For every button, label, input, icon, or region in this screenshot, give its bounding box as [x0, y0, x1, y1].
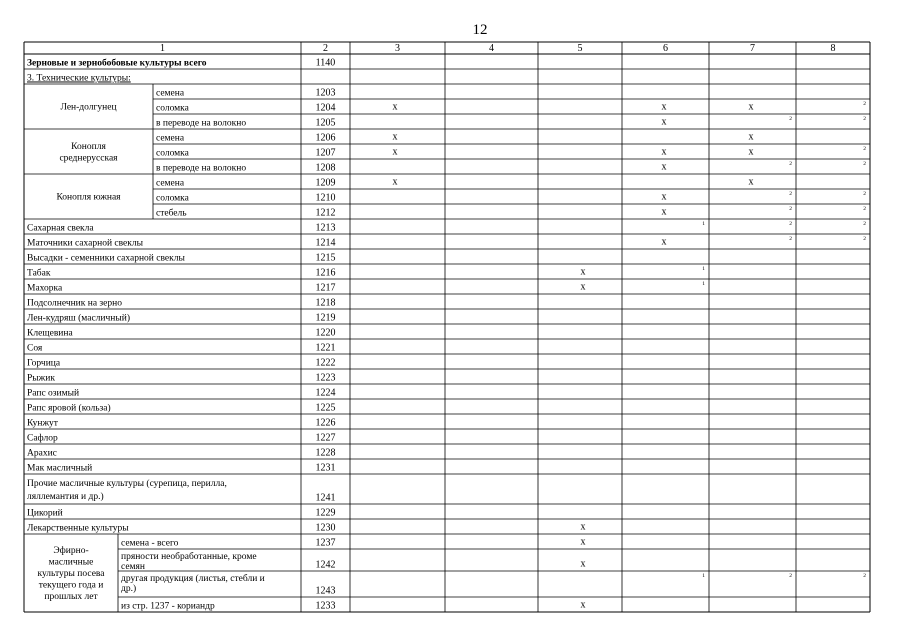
cell-superscript: 2 [789, 221, 792, 227]
cell-mark: x [748, 131, 754, 143]
cell-mark: x [748, 101, 754, 113]
group-label: текущего года и [38, 580, 104, 591]
row-label: Лен-кудряш (масличный) [27, 313, 130, 324]
row-code: 1208 [315, 162, 336, 174]
cell-mark: x [392, 176, 398, 188]
row-label: Махорка [27, 283, 63, 294]
row-code: 1216 [315, 267, 336, 279]
sub-label: семена - всего [121, 538, 179, 549]
sub-label: соломка [156, 193, 189, 204]
row-code: 1243 [315, 585, 336, 597]
header-cell-1: 1 [160, 43, 165, 54]
cell-superscript: 2 [789, 161, 792, 167]
row-code: 1226 [315, 417, 336, 429]
row-label: 3. Технические культуры: [27, 73, 131, 84]
row-label: Мак масличный [27, 463, 93, 474]
cell-mark: x [580, 536, 586, 548]
row-label: Лекарственные культуры [27, 523, 129, 534]
header-cell-5: 5 [577, 43, 583, 54]
row-code: 1237 [315, 537, 336, 549]
sub-label: в переводе на волокно [156, 163, 247, 174]
row-label: Цикорий [27, 508, 63, 519]
group-label: прошлых лет [44, 592, 98, 602]
cell-mark: x [392, 131, 398, 143]
group-label: культуры посева [37, 569, 105, 579]
row-label: Сафлор [27, 433, 58, 444]
row-code: 1207 [315, 147, 336, 159]
group-label: масличные [48, 557, 94, 568]
row-label: Арахис [27, 448, 57, 459]
row-label: Кунжут [27, 418, 58, 429]
cell-mark: x [580, 281, 586, 293]
sub-label: соломка [156, 148, 189, 159]
cell-mark: x [392, 101, 398, 113]
sub-label: семян [121, 562, 146, 572]
cell-superscript: 2 [863, 191, 866, 197]
cell-mark: x [580, 266, 586, 278]
row-label: Рапс озимый [27, 388, 80, 399]
header-cell-3: 3 [395, 43, 400, 54]
row-code: 1219 [315, 312, 336, 324]
row-code: 1214 [315, 237, 336, 249]
cell-mark: x [580, 521, 586, 533]
cell-mark: x [661, 116, 667, 128]
cell-mark: x [661, 161, 667, 173]
row-label: Клещевина [27, 328, 73, 339]
row-code: 1225 [315, 402, 336, 414]
cell-superscript: 2 [789, 206, 792, 212]
header-cell-6: 6 [663, 43, 668, 54]
row-code: 1242 [315, 559, 336, 571]
sub-label: др.) [121, 584, 137, 594]
header-cell-4: 4 [489, 43, 494, 54]
page-number: 12 [472, 22, 488, 38]
cell-superscript: 1 [702, 281, 705, 287]
row-code: 1215 [315, 252, 336, 264]
row-code: 1229 [315, 507, 336, 519]
row-label: Соя [27, 343, 43, 354]
cell-superscript: 2 [863, 101, 866, 107]
cell-superscript: 2 [863, 161, 866, 167]
sub-label: семена [156, 88, 185, 99]
cell-superscript: 2 [863, 116, 866, 122]
row-label: Сахарная свекла [27, 223, 94, 234]
row-code: 1241 [315, 492, 336, 504]
row-code: 1233 [315, 600, 336, 612]
sub-label: семена [156, 133, 185, 144]
group-label: Эфирно- [53, 546, 89, 556]
cell-mark: x [580, 599, 586, 611]
sub-label: пряности необработанные, кроме [121, 552, 257, 562]
cell-mark: x [392, 146, 398, 158]
row-code: 1231 [315, 462, 336, 474]
sub-label: другая продукция (листья, стебли и [121, 574, 265, 584]
row-code: 1140 [315, 57, 336, 69]
row-code: 1230 [315, 522, 336, 534]
row-code: 1218 [315, 297, 336, 309]
row-code: 1227 [315, 432, 336, 444]
row-code: 1205 [315, 117, 336, 129]
cell-superscript: 2 [789, 116, 792, 122]
cell-superscript: 2 [789, 236, 792, 242]
row-code: 1228 [315, 447, 336, 459]
row-code: 1203 [315, 87, 336, 99]
sub-label: из стр. 1237 - кориандр [121, 601, 215, 612]
cell-superscript: 2 [789, 191, 792, 197]
cell-mark: x [661, 191, 667, 203]
row-label: Табак [27, 268, 51, 279]
row-label: ляллемантия и др.) [27, 492, 104, 502]
row-code: 1209 [315, 177, 336, 189]
row-label: Маточники сахарной свеклы [27, 238, 144, 249]
row-code: 1210 [315, 192, 336, 204]
group-label: среднерусская [59, 153, 118, 164]
row-code: 1224 [315, 387, 336, 399]
cell-mark: x [661, 206, 667, 218]
row-label: Рыжик [27, 373, 55, 384]
sub-label: семена [156, 178, 185, 189]
row-code: 1222 [315, 357, 336, 369]
cell-superscript: 1 [702, 266, 705, 272]
cell-mark: x [748, 176, 754, 188]
sub-label: в переводе на волокно [156, 118, 247, 129]
row-label: Горчица [27, 358, 61, 369]
row-code: 1217 [315, 282, 336, 294]
row-code: 1223 [315, 372, 336, 384]
group-label: Конопля [71, 141, 106, 152]
row-code: 1206 [315, 132, 336, 144]
row-code: 1221 [315, 342, 336, 354]
row-code: 1213 [315, 222, 336, 234]
row-label: Прочие масличные культуры (сурепица, перилла, [27, 479, 227, 489]
cell-superscript: 2 [863, 206, 866, 212]
cell-superscript: 2 [863, 221, 866, 227]
sub-label: соломка [156, 103, 189, 114]
cell-mark: x [661, 101, 667, 113]
row-code: 1204 [315, 102, 336, 114]
row-code: 1220 [315, 327, 336, 339]
cell-mark: x [580, 558, 586, 570]
cell-mark: x [748, 146, 754, 158]
cell-superscript: 2 [789, 573, 792, 579]
cell-superscript: 2 [863, 146, 866, 152]
cell-superscript: 2 [863, 573, 866, 579]
cell-superscript: 1 [702, 573, 705, 579]
row-code: 1212 [315, 207, 336, 219]
group-label: Лен-долгунец [60, 102, 117, 113]
header-cell-2: 2 [323, 43, 328, 54]
row-label: Рапс яровой (кольза) [27, 403, 111, 414]
row-label: Подсолнечник на зерно [27, 298, 122, 309]
cell-mark: x [661, 236, 667, 248]
row-label: Высадки - семенники сахарной свеклы [27, 253, 185, 264]
header-cell-8: 8 [830, 43, 836, 54]
header-cell-7: 7 [750, 43, 755, 54]
cell-superscript: 1 [702, 221, 705, 227]
group-label: Конопля южная [56, 192, 121, 203]
cell-superscript: 2 [863, 236, 866, 242]
row-label: Зерновые и зернобобовые культуры всего [27, 58, 207, 69]
sub-label: стебель [156, 208, 187, 219]
cell-mark: x [661, 146, 667, 158]
